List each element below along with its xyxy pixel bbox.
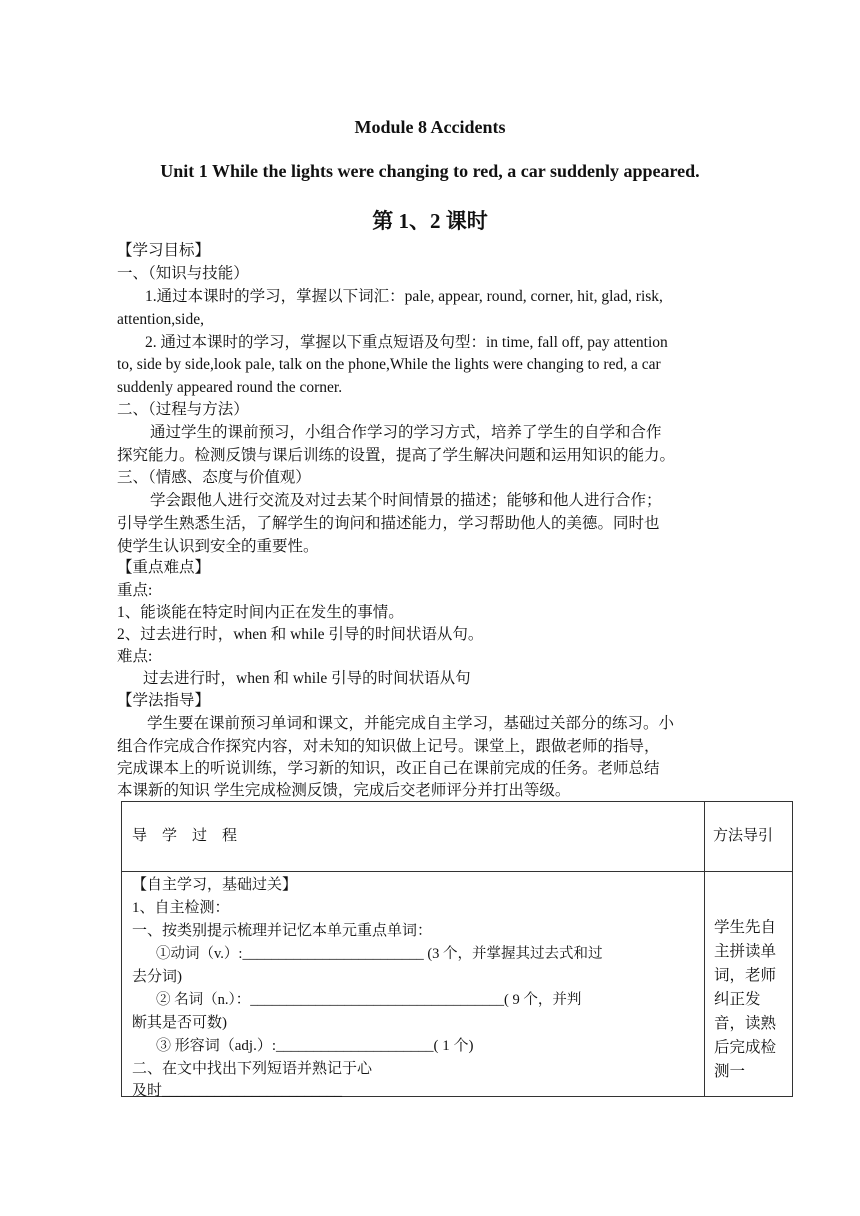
- module-title: Module 8 Accidents: [354, 117, 506, 137]
- hard-point: 过去进行时，when 和 while 引导的时间状语从句: [143, 670, 471, 687]
- table-line: 断其是否可数): [132, 1015, 227, 1031]
- table-line: ①动词（v.）:_________________________ (3 个，并掌握其过去式和过: [156, 946, 603, 962]
- phrase-objective-cont: to, side by side,look pale, talk on the phone,While the lights were changing to red, a car: [117, 356, 661, 373]
- method-text: 探究能力。检测反馈与课后训练的设置，提高了学生解决问题和运用知识的能力。: [117, 447, 676, 464]
- table-header-method: 方法导引: [713, 828, 774, 844]
- table-line: 及时________________________: [132, 1083, 343, 1099]
- table-line: 1、自主检测：: [132, 900, 230, 916]
- vocab-objective-cont: attention,side,: [117, 311, 204, 328]
- section-3-title: 三、（情感、态度与价值观）: [117, 469, 311, 486]
- guidance-heading: 【学法指导】: [117, 692, 211, 709]
- lesson-title: 第 1、2 课时: [372, 209, 488, 233]
- method-guide-note: 学生先自主拼读单词，老师纠正发音，读熟后完成检测一: [714, 919, 777, 1080]
- section-2-title: 二、（过程与方法）: [117, 401, 249, 418]
- guidance-text: 完成课本上的听说训练，学习新的知识，改正自己在课前完成的任务。老师总结: [117, 760, 660, 777]
- table-line: 一、按类别提示梳理并记忆本单元重点单词：: [132, 923, 433, 939]
- table-line: ③ 形容词（adj.）:_____________________( 1 个): [156, 1038, 474, 1054]
- objectives-heading: 【学习目标】: [117, 242, 211, 259]
- key-point: 1、能谈能在特定时间内正在发生的事情。: [117, 604, 404, 621]
- table-row-divider: [122, 871, 792, 872]
- values-text: 学会跟他人进行交流及对过去某个时间情景的描述；能够和他人进行合作；: [150, 492, 662, 509]
- section-1-title: 一、（知识与技能）: [117, 265, 249, 282]
- unit-title: Unit 1 While the lights were changing to red, a car suddenly appeared.: [160, 161, 700, 181]
- key-label: 重点:: [117, 582, 153, 599]
- lesson-table: [121, 801, 793, 1097]
- guidance-text: 本课新的知识 学生完成检测反馈，完成后交老师评分并打出等级。: [117, 782, 571, 799]
- phrase-objective: 2. 通过本课时的学习，掌握以下重点短语及句型：in time, fall off, pay attention: [145, 334, 668, 351]
- table-line: ② 名词（n.）：___________________________________( 9 个，并判: [156, 992, 582, 1008]
- values-text: 引导学生熟悉生活，了解学生的询问和描述能力，学习帮助他人的美德。同时也: [117, 515, 660, 532]
- vocab-objective: 1.通过本课时的学习，掌握以下词汇：pale, appear, round, corner, hit, glad, risk,: [145, 288, 663, 305]
- key-point: 2、过去进行时，when 和 while 引导的时间状语从句。: [117, 626, 484, 643]
- values-text: 使学生认识到安全的重要性。: [117, 538, 319, 555]
- table-column-divider: [704, 802, 705, 1096]
- guidance-text: 学生要在课前预习单词和课文，并能完成自主学习，基础过关部分的练习。小: [147, 715, 675, 732]
- method-text: 通过学生的课前预习，小组合作学习的学习方式，培养了学生的自学和合作: [150, 424, 662, 441]
- key-points-heading: 【重点难点】: [117, 559, 211, 576]
- table-line: 去分词): [132, 969, 182, 985]
- table-line: 【自主学习，基础过关】: [132, 877, 298, 893]
- table-header-process: 导 学 过 程: [132, 828, 238, 844]
- hard-label: 难点:: [117, 648, 153, 665]
- guidance-text: 组合作完成合作探究内容，对未知的知识做上记号。课堂上，跟做老师的指导，: [117, 738, 660, 755]
- table-line: 二、在文中找出下列短语并熟记于心: [132, 1061, 373, 1077]
- phrase-objective-cont: suddenly appeared round the corner.: [117, 379, 343, 396]
